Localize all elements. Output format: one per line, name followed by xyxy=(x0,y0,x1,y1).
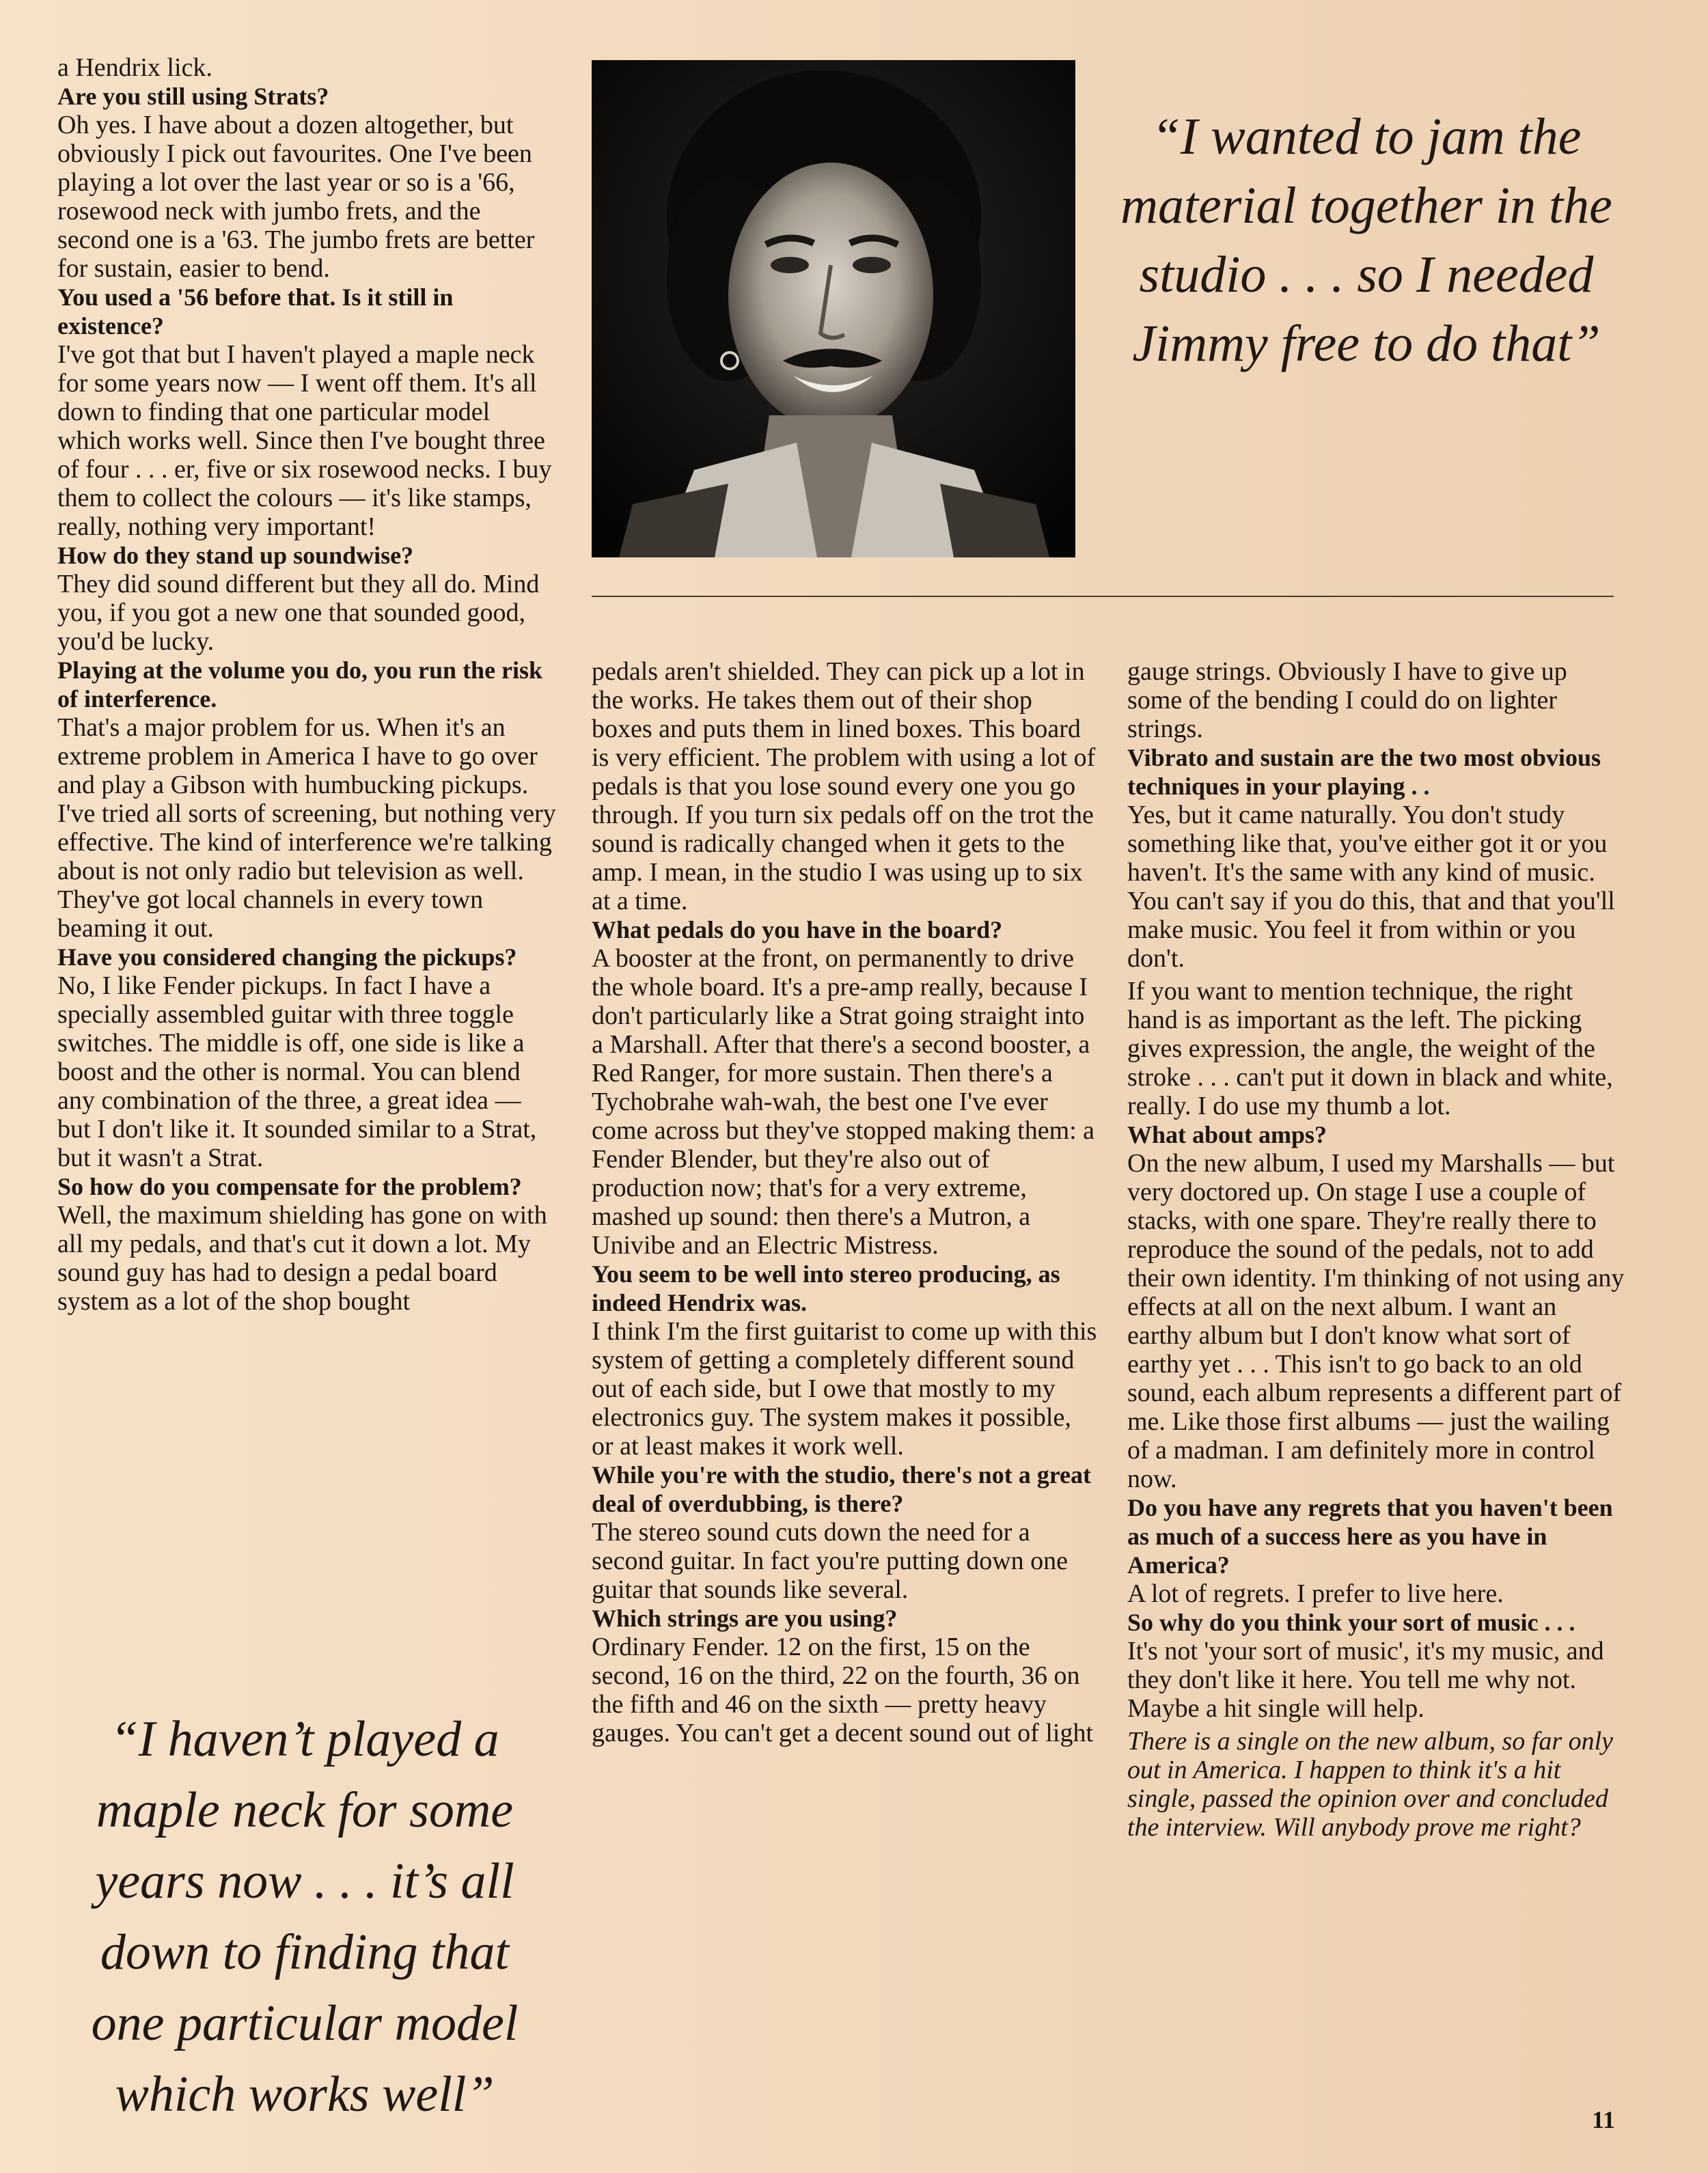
interview-answer: Well, the maximum shielding has gone on with all my pedals, and that's cut it down a lot. My sound guy has had to design a pedal board system as a lot of the shop bought xyxy=(57,1201,547,1316)
interview-question: You seem to be well into stereo producing, as indeed Hendrix was. xyxy=(592,1260,1060,1316)
interview-answer: If you want to mention technique, the right hand is as important as the left. The picking gives expression, the angle, the weight of the stroke . . . can't put it down in black and white, really. I do use my thumb a lot. xyxy=(1127,977,1613,1120)
interview-answer: They did sound different but they all do. Mind you, if you got a new one that sounded good, you'd be lucky. xyxy=(57,570,540,656)
interview-answer: I think I'm the first guitarist to come up with this system of getting a completely different sound out of each side, but I owe that mostly to my electronics guy. The system makes it possible, or at least makes it work well. xyxy=(592,1317,1097,1461)
portrait-photo xyxy=(592,60,1075,557)
interview-answer: On the new album, I used my Marshalls — but very doctored up. On stage I use a couple of stacks, with one spare. They're really there to reproduce the sound of the pedals, not to add their own identity. I'm thinking of not using any effects at all on the next album. I want an earthy album but I don't know what sort of earthy yet . . . This isn't to go back to an old sound, each album represents a different part of me. Like those first albums — just the wailing of a madman. I am definitely more in control now. xyxy=(1127,1149,1625,1493)
pull-quote-bottom: “I haven’t played a maple neck for some years now . . . it’s all down to finding that one particular model which works well” xyxy=(91,1711,519,2122)
interview-answer: Oh yes. I have about a dozen altogether, but obviously I pick out favourites. One I've been playing a lot over the last year or so is a '66, rosewood neck with jumbo frets, and the second one is a '63. The jumbo frets are better for sustain, easier to bend. xyxy=(57,111,535,283)
interview-question: Are you still using Strats? xyxy=(57,83,329,110)
interview-question: Do you have any regrets that you haven't been as much of a success here as you have in America? xyxy=(1127,1494,1613,1579)
interview-answer: That's a major problem for us. When it's an extreme problem in America I have to go over and play a Gibson with humbucking pickups. I've tried all sorts of screening, but nothing very effective. The kind of interference we're talking about is not only radio but television as well. They've got local channels in every town beaming it out. xyxy=(57,713,556,943)
interview-question: Have you considered changing the pickups? xyxy=(57,943,517,971)
interview-question: What pedals do you have in the board? xyxy=(592,916,1003,943)
column-middle xyxy=(592,657,1097,1747)
interview-question: Which strings are you using? xyxy=(592,1605,898,1632)
interview-answer: Yes, but it came naturally. You don't study something like that, you've either got it or you haven't. It's the same with any kind of music. You can't say if you do this, that and that you'll make music. You feel it from within or you don't. xyxy=(1127,801,1615,973)
interview-question: Playing at the volume you do, you run the risk of interference. xyxy=(57,656,543,712)
guitarist-portrait-image xyxy=(592,60,1075,557)
interview-answer: A booster at the front, on permanently to drive the whole board. It's a pre-amp really, because I don't particularly like a Strat going straight into a Marshall. After that there's a second booster, a Red Ranger, for more sustain. Then there's a Tychobrahe wah-wah, the best one I've ever come across but they've stopped making them: a Fender Blender, but they're also out of production now; that's for a very extreme, mashed up sound: then there's a Mutron, a Univibe and an Electric Mistress. xyxy=(592,944,1095,1260)
column-left xyxy=(57,53,556,1316)
closing-note: There is a single on the new album, so far only out in America. I happen to think it's a hit single, passed the opinion over and concluded the interview. Will anybody prove me right? xyxy=(1127,1727,1614,1842)
pull-quote-top: “I wanted to jam the material together in the studio . . . so I needed Jimmy free to do that” xyxy=(1120,108,1612,372)
interview-question: How do they stand up soundwise? xyxy=(57,542,414,569)
interview-question: So why do you think your sort of music . . . xyxy=(1127,1609,1575,1636)
interview-answer: It's not 'your sort of music', it's my music, and they don't like it here. You tell me why not. Maybe a hit single will help. xyxy=(1127,1637,1604,1723)
interview-answer: I've got that but I haven't played a maple neck for some years now — I went off them. It's all down to finding that one particular model which works well. Since then I've bought three of four . . . er, five or six rosewood necks. I buy them to collect the colours — it's like stamps, really, nothing very important! xyxy=(57,340,552,541)
interview-answer: A lot of regrets. I prefer to live here. xyxy=(1127,1579,1504,1608)
page-number: 11 xyxy=(1592,2106,1616,2133)
interview-answer: gauge strings. Obviously I have to give up some of the bending I could do on lighter strings. xyxy=(1127,657,1567,743)
interview-question: While you're with the studio, there's not a great deal of overdubbing, is there? xyxy=(592,1461,1091,1517)
interview-question: Vibrato and sustain are the two most obvious techniques in your playing . . xyxy=(1127,744,1601,800)
interview-answer: pedals aren't shielded. They can pick up a lot in the works. He takes them out of their shop boxes and puts them in lined boxes. This board is very efficient. The problem with using a lot of pedals is that you lose sound every one you go through. If you turn six pedals off on the trot the sound is radically changed when it gets to the amp. I mean, in the studio I was using up to six at a time. xyxy=(592,657,1096,915)
interview-answer: Ordinary Fender. 12 on the first, 15 on the second, 16 on the third, 22 on the fourth, 36 on the fifth and 46 on the sixth — pretty heavy gauges. You can't get a decent sound out of light xyxy=(592,1633,1094,1747)
interview-answer: a Hendrix lick. xyxy=(57,53,212,82)
interview-answer: No, I like Fender pickups. In fact I have a specially assembled guitar with three toggle switches. The middle is off, one side is like a boost and the other is normal. You can blend any combination of the three, a great idea — but I don't like it. It sounded similar to a Strat, but it wasn't a Strat. xyxy=(57,971,537,1172)
column-right xyxy=(1127,657,1626,1842)
interview-question: What about amps? xyxy=(1127,1121,1327,1148)
divider-rule xyxy=(592,596,1614,597)
interview-question: So how do you compensate for the problem? xyxy=(57,1173,522,1200)
interview-question: You used a '56 before that. Is it still in existence? xyxy=(57,283,454,340)
interview-answer: The stereo sound cuts down the need for a second guitar. In fact you're putting down one guitar that sounds like several. xyxy=(592,1518,1069,1604)
